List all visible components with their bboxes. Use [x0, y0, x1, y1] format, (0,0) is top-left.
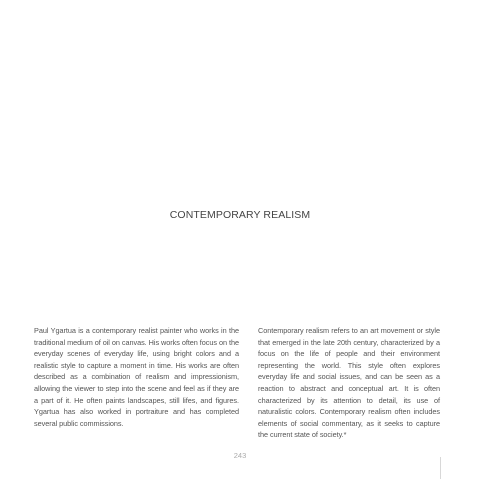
body-text-left-column: Paul Ygartua is a contemporary realist painter who works in the traditional medium of oil on canvas. His works often focus on the everyday scenes of everyday life, using bright colors and a realistic style to capture a moment in time. His works are often described as a combination of realism and impressionism, allowing the viewer to step into the scene and feel as if they are a part of it. He often paints landscapes, still lifes, and figures. Ygartua has also worked in portraiture and has completed several public commissions.	[34, 326, 239, 428]
page-number: 243	[233, 451, 247, 460]
section-title: CONTEMPORARY REALISM	[169, 209, 311, 221]
body-text-right-column: Contemporary realism refers to an art movement or style that emerged in the late 20th century, characterized by a focus on the life of people and their environment representing the world. This style often explores everyday life and social issues, and can be seen as a reaction to abstract and conceptual art. It is often characterized by its attention to detail, its use of naturalistic colors. Contemporary realism often includes elements of social commentary, as it seeks to capture the current state of society.*	[258, 326, 440, 440]
page-edge-divider	[440, 457, 441, 479]
